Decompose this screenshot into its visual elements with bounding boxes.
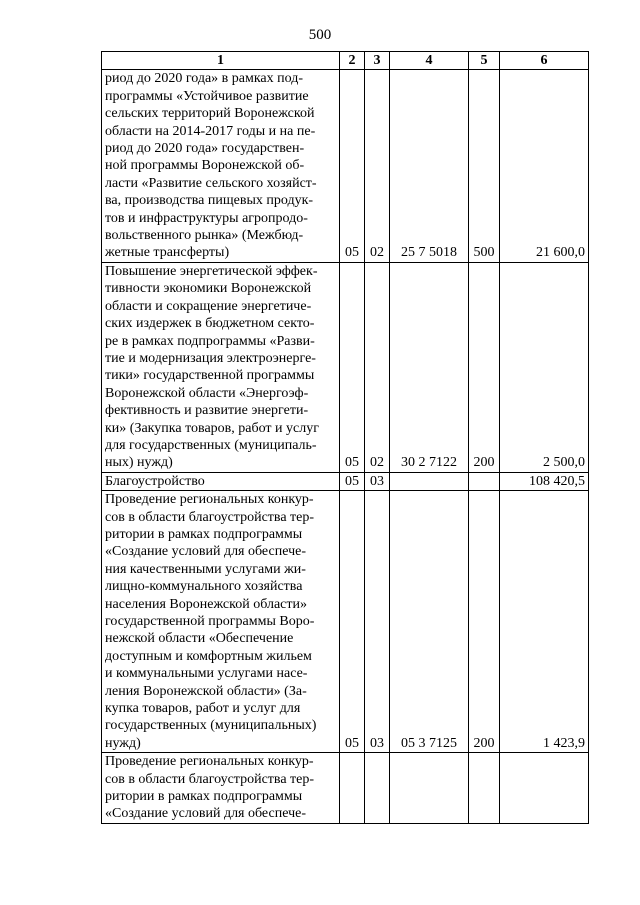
description-line: тов и инфраструктуры агропродо-: [105, 210, 308, 226]
table-row: [102, 70, 589, 262]
description-line: ки» (Закупка товаров, работ и услуг: [105, 420, 319, 436]
subsection-code: 02: [365, 262, 390, 472]
table-row: [102, 491, 589, 753]
description-line: и коммунальными услугами насе-: [105, 666, 308, 682]
description-line: сельских территорий Воронежской: [105, 106, 315, 122]
row-description: [102, 262, 340, 472]
row-description: [102, 753, 340, 824]
amount-value: 1 423,9: [500, 491, 589, 753]
description-line: ной программы Воронежской об-: [105, 158, 305, 174]
page-number: 500: [308, 27, 332, 43]
description-line: «Создание условий для обеспече-: [105, 806, 306, 822]
description-line: нежской области «Обеспечение: [105, 631, 294, 647]
description-line: риод до 2020 года» государствен-: [105, 141, 305, 157]
description-line: ния качественными услугами жи-: [105, 561, 306, 577]
description-line: программы «Устойчивое развитие: [105, 88, 309, 104]
description-line: области и сокращение энергетиче-: [105, 298, 312, 314]
amount-value: 2 500,0: [500, 262, 589, 472]
column-header-3: 3: [365, 52, 390, 70]
description-line: тивности экономики Воронежской: [105, 281, 312, 297]
budget-table: [101, 51, 589, 824]
description-line: лищно-коммунального хозяйства: [105, 579, 303, 595]
description-line: ласти «Развитие сельского хозяйст-: [105, 175, 317, 191]
subsection-code: [365, 753, 390, 824]
description-line: сов в области благоустройства тер-: [105, 771, 315, 787]
section-code: [340, 753, 365, 824]
expense-type-code: 200: [469, 491, 500, 753]
description-line: ских издержек в бюджетном секто-: [105, 316, 315, 332]
row-description: [102, 70, 340, 262]
section-code: 05: [340, 70, 365, 262]
table-header-row: [102, 52, 589, 70]
description-line: Повышение энергетической эффек-: [105, 263, 318, 279]
description-line: «Создание условий для обеспече-: [105, 544, 306, 560]
row-description: [102, 472, 340, 490]
description-line: ва, производства пищевых продук-: [105, 193, 314, 209]
column-header-2: 2: [340, 52, 365, 70]
description-line: жетные трансферты): [105, 245, 230, 261]
column-header-4: 4: [390, 52, 469, 70]
description-line: Благоустройство: [105, 473, 205, 489]
table-row: [102, 472, 589, 490]
description-line: фективность и развитие энергети-: [105, 403, 309, 419]
description-line: государственных (муниципальных): [105, 718, 317, 734]
description-line: Проведение региональных конкур-: [105, 754, 314, 770]
column-header-5: 5: [469, 52, 500, 70]
description-line: Воронежской области «Энергоэф-: [105, 385, 309, 401]
description-line: области на 2014-2017 годы и на пе-: [105, 123, 316, 139]
target-article-code: [390, 753, 469, 824]
expense-type-code: [469, 472, 500, 490]
table-row: [102, 753, 589, 824]
target-article-code: 25 7 5018: [390, 70, 469, 262]
description-line: тики» государственной программы: [105, 368, 315, 384]
description-line: тие и модернизация электроэнерге-: [105, 350, 316, 366]
description-line: нужд): [105, 735, 141, 751]
table-body: [102, 70, 589, 823]
description-line: населения Воронежской области»: [105, 596, 307, 612]
column-header-6: 6: [500, 52, 589, 70]
subsection-code: 02: [365, 70, 390, 262]
subsection-code: 03: [365, 472, 390, 490]
amount-value: [500, 753, 589, 824]
description-line: ных) нужд): [105, 455, 173, 471]
description-line: вольственного рынка» (Межбюд-: [105, 228, 304, 244]
description-line: ления Воронежской области» (За-: [105, 683, 307, 699]
column-header-1: 1: [102, 52, 340, 70]
description-line: для государственных (муниципаль-: [105, 437, 317, 453]
amount-value: 108 420,5: [500, 472, 589, 490]
amount-value: 21 600,0: [500, 70, 589, 262]
section-code: 05: [340, 262, 365, 472]
section-code: 05: [340, 491, 365, 753]
row-description: [102, 491, 340, 753]
description-line: купка товаров, работ и услуг для: [105, 701, 301, 717]
description-line: ре в рамках подпрограммы «Разви-: [105, 333, 315, 349]
target-article-code: 30 2 7122: [390, 262, 469, 472]
table-row: [102, 262, 589, 472]
target-article-code: 05 3 7125: [390, 491, 469, 753]
description-line: государственной программы Воро-: [105, 614, 315, 629]
expense-type-code: 200: [469, 262, 500, 472]
description-line: Проведение региональных конкур-: [105, 492, 314, 508]
description-line: риод до 2020 года» в рамках под-: [105, 71, 304, 87]
description-line: ритории в рамках подпрограммы: [105, 526, 303, 542]
subsection-code: 03: [365, 491, 390, 753]
target-article-code: [390, 472, 469, 490]
description-line: ритории в рамках подпрограммы: [105, 789, 303, 805]
description-line: доступным и комфортным жильем: [105, 648, 312, 664]
description-line: сов в области благоустройства тер-: [105, 509, 315, 525]
expense-type-code: 500: [469, 70, 500, 262]
expense-type-code: [469, 753, 500, 824]
section-code: 05: [340, 472, 365, 490]
